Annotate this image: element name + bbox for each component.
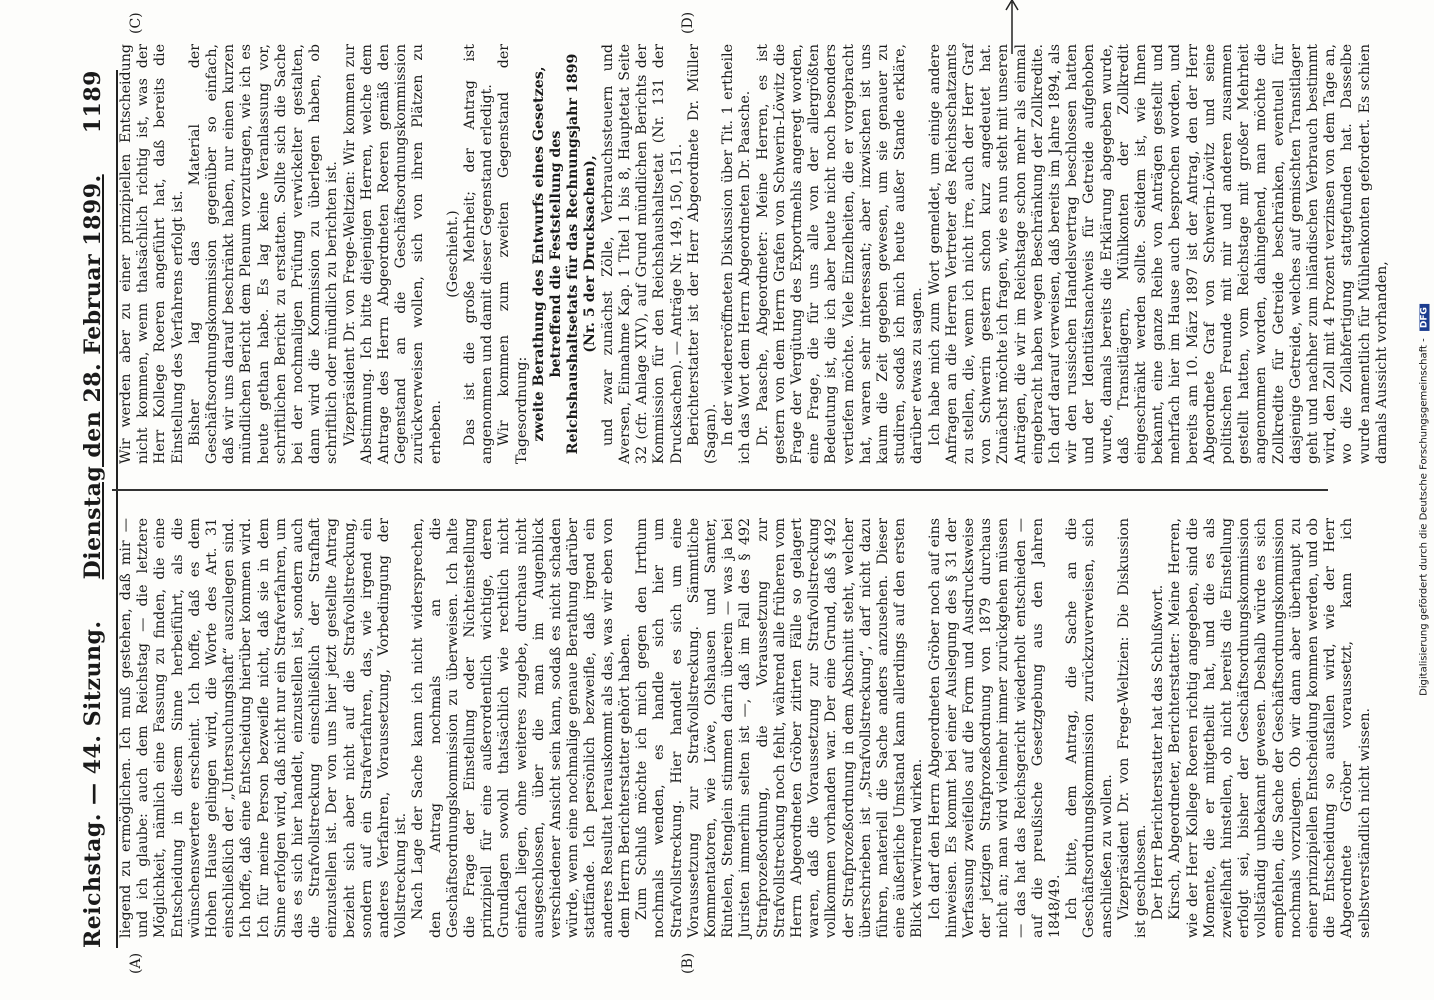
dfg-logo: DFG — [1420, 304, 1430, 331]
paragraph: Das ist die große Mehrheit; der Antrag ist angenommen und damit dieser Gegenstand erledigt. — [462, 44, 496, 464]
margin-mark-a: (A) — [128, 952, 144, 974]
header-date: Dienstag den 28. Februar 1899. — [80, 174, 106, 580]
paragraph: Berichterstatter ist der Herr Abgeordnete Dr. Müller (Sagan). — [685, 44, 719, 464]
paragraph: Wir werden aber zu einer prinzipiellen Entscheidung nicht kommen, wenn thatsächlich richtig ist, was der Herr Kollege Roeren angeführt hat, daß bereits die Einstellung des Verfahrens erfolgt ist. — [118, 44, 186, 464]
agenda-item-heading: zweite Berathung des Entwurfs eines Gesetzes, betreffend die Feststellung des Reichshaushaltsetats für das Rechnungsjahr 1899 (Nr. 5 der Drucksachen), — [530, 53, 599, 455]
paragraph: (Geschieht.) — [444, 210, 461, 298]
paragraph: Vizepräsident Dr. von Frege-Weltzien: Wir kommen zur Abstimmung. Ich bitte diejenigen Herren, welche dem Antrage des Herrn Abgeordneten Roeren gemäß den Gegenstand an die Geschäftsordnungskommission zurückverweisen wollen, sich von ihren Plätzen zu erheben. — [341, 44, 444, 464]
handwritten-arrow-icon — [1002, 0, 1022, 56]
header-session: Reichstag. — 44. Sitzung. — [80, 620, 106, 948]
paragraph: Zum Schluß möchte ich mich gegen den Irrthum nochmals wenden, es handle sich hier um Strafvollstreckung. Hier handelt es sich um eine Voraussetzung zur Strafvollstreckung. Sämmtliche Kommentatoren, wie Löwe, Olshausen und Samter, Rintelen, Stenglein stimmen darin überein — was ja bei Juristen immerhin selten ist —, daß im Fall des § 492 Strafprozeßordnung, die Voraussetzung zur Strafvollstreckung noch fehlt, während alle früheren vom Herrn Abgeordneten Gröber zitirten Fälle so gelagert waren, daß die Voraussetzung zur Strafvollstreckung vollkommen vorhanden war. Der eine Grund, daß § 492 der Strafprozeßordnung in dem Abschnitt steht, welcher überschrieben ist „Strafvollstreckung“, darf nicht dazu führen, materiell die Sache anders anzusehen. Dieser eine äußerliche Umstand kann allerdings auf den ersten Blick verwirrend wirken. — [634, 518, 926, 938]
paragraph: Nach Lage der Sache kann ich nicht widersprechen, den Antrag nochmals an die Geschäftsordnungskommission zu überweisen. Ich halte die Frage der Einstellung oder Nichteinstellung prinzipiell für eine außerordentlich wichtige, deren Grundlagen sowohl thatsächlich wie rechtlich nicht einfach liegen, ohne weiteres zugebe, durchaus nicht ausgeschlossen, über die man im Augenblick verschiedener Ansicht sein kann, sodaß es nicht schaden würde, wenn eine nochmalige genaue Berathung darüber stattfände. Ich persönlich bezweifle, daß irgend ein anderes Resultat herauskommt als das, was wir eben von dem Herrn Berichterstatter gehört haben. — [410, 518, 633, 938]
digitization-credit — [1414, 0, 1434, 1000]
margin-mark-d: (D) — [680, 11, 696, 34]
paragraph: Dr. Paasche, Abgeordneter: Meine Herren, es ist gestern von dem Herrn Grafen von Schwerin-Löwitz die Frage der Vergütung des Exportmehls angeregt worden, eine Frage, die für uns alle von der allergrößten Bedeutung ist, die ich aber heute nicht noch besonders vertiefen möchte. Viele Einzelheiten, die er vorgebracht hat, waren sehr interessant; aber inzwischen ist uns kaum die Zeit gegeben gewesen, um sie genauer zu studiren, sodaß ich mich heute außer Stande erkläre, darüber etwas zu sagen. — [754, 44, 926, 464]
paragraph: Wir kommen zum zweiten Gegenstand der Tagesordnung: — [496, 44, 530, 464]
paragraph: Ich bitte, dem Antrag, die Sache an die Geschäftsordnungskommission zurückzuverweisen, sich anschließen zu wollen. — [1064, 518, 1115, 938]
paragraph: Der Herr Berichterstatter hat das Schlußwort. — [1150, 584, 1167, 920]
margin-mark-b: (B) — [680, 952, 696, 974]
paragraph: Kirsch, Abgeordneter, Berichterstatter: Meine Herren, wie der Herr Kollege Roeren richtig angegeben, sind die Momente, die er mitgetheilt hat, und die es als zweifelhaft hinstellen, ob nicht bereits die Einstellung erfolgt sei, bisher der Geschäftsordnungskommission vollständig unbekannt gewesen. Deshalb würde es sich empfehlen, die Sache der Geschäftsordnungskommission nochmals vorzulegen. Ob wir dann aber überhaupt zu einer prinzipiellen Entscheidung kommen werden, und ob die Entscheidung so ausfallen wird, wie der Herr Abgeordnete Gröber voraussetzt, kann ich selbstverständlich nicht wissen. — [1167, 518, 1373, 938]
left-column — [118, 518, 1373, 938]
margin-mark-c: (C) — [128, 12, 144, 34]
paragraph: Bisher lag das Material der Geschäftsordnungskommission gegenüber so einfach, daß wir uns darauf beschränkt haben, nur einen kurzen mündlichen Bericht dem Plenum vorzutragen, wie ich es heute gethan habe. Es lag keine Veranlassung vor, schriftlichen Bericht zu erstatten. Sollte sich die Sache bei der nochmaligen Prüfung verwickelter gestalten, dann wird die Kommission zu überlegen haben, ob schriftlich oder mündlich zu berichten ist. — [186, 44, 341, 464]
paragraph: Ich darf den Herrn Abgeordneten Gröber noch auf eins hinweisen. Es kommt bei einer Auslegung des § 31 der Verfassung zweifellos auf die Form und Ausdrucksweise der jetzigen Strafprozeßordnung von 1879 durchaus nicht an; man wird vielmehr immer zurückgehen müssen — das hat das Reichsgericht wiederholt entschieden — auf die preußische Gesetzgebung aus den Jahren 1848/49. — [926, 518, 1063, 938]
paragraph: In der wiedereröffneten Diskussion über Tit. 1 ertheile ich das Wort dem Herrn Abgeordneten Dr. Paasche. — [720, 44, 754, 464]
paragraph: Vizepräsident Dr. von Frege-Weltzien: Die Diskussion ist geschlossen. — [1115, 518, 1149, 938]
paragraph: Ich habe mich zum Wort gemeldet, um einige andere Anfragen an die Herren Vertreter des Reichsschatzamts zu stellen, die, wenn ich nicht irre, auch der Herr Graf von Schwerin gestern schon kurz angedeutet hat. Zunächst möchte ich fragen, wie es nun steht mit unseren Anträgen, die wir im Reichstage schon mehr als einmal eingebracht haben wegen Beschränkung der Zollkredite. Ich darf darauf verweisen, daß bereits im Jahre 1894, als wir den russischen Handelsvertrag beschlossen hatten und der Identitätsnachweis für Getreide aufgehoben wurde, damals bereits die Erklärung abgegeben wurde, daß Transitlägern, Mühlkonten der Zollkredit eingeschränkt werden sollte. Seitdem ist, wie Ihnen bekannt, eine ganze Reihe von Anträgen gestellt und mehrfach hier im Hause auch besprochen worden, und bereits am 10. März 1897 ist der Antrag, den der Herr Abgeordnete Graf von Schwerin-Löwitz und seine politischen Freunde mit mir und anderen zusammen gestellt hatten, vom Reichstage mit großer Mehrheit angenommen worden, dahingehend, man möchte die Zollkredite für Getreide beschränken, eventuell für dasjenige Getreide, welches auf gemischten Transitlager geht und nachher zum inländischen Verbrauch bestimmt wird, den Zoll mit 4 Prozent verzinsen von dem Tage an, wo die Zollabfertigung stattgefunden hat. Dasselbe wurde namentlich für Mühlenkonten gefordert. Es schien damals Aussicht vorhanden, — [926, 44, 1390, 464]
paragraph: liegend zu ermöglichen. Ich muß gestehen, daß mir — und ich glaube: auch dem Reichstag — die letztere Möglichkeit, nämlich eine Fassung zu finden, die eine Entscheidung in diesem Sinne herbeiführt, als die wünschenswertere erscheint. Ich hoffe, daß es dem Hohen Hause gelingen wird, die Worte des Art. 31 einschließlich der „Untersuchungshaft“ auszulegen sind. Ich hoffe, daß eine Entscheidung hierüber kommen wird. Ich für meine Person bezweifle nicht, daß sie in dem Sinne erfolgen wird, daß nicht nur ein Strafverfahren, um das es sich hier handelt, einzustellen ist, sondern auch die Strafvollstreckung einschließlich der Strafhaft einzustellen ist. Der von uns hier jetzt gestellte Antrag bezieht sich aber nicht auf die Strafvollstreckung, sondern auf ein Strafverfahren, das, wie irgend ein anderes Verfahren, Voraussetzung, Vorbedingung der Vollstreckung ist. — [118, 518, 410, 938]
page-header — [80, 70, 110, 948]
credit-text: Digitalisierung gefördert durch die Deutsche Forschungsgemeinschaft - — [1418, 338, 1430, 696]
paragraph: und zwar zunächst Zölle, Verbrauchssteuern und Aversen, Einnahme Kap. 1 Titel 1 bis 8, Hauptetat Seite 32 (cfr. Anlage XIV), auf Grund mündlichen Berichts der Kommission für den Reichshaushaltsetat (Nr. 131 der Drucksachen). — Anträge Nr. 149, 150, 151. — [599, 44, 685, 464]
column-divider — [112, 489, 1328, 491]
page-number: 1189 — [80, 70, 106, 134]
right-column — [118, 44, 1390, 464]
